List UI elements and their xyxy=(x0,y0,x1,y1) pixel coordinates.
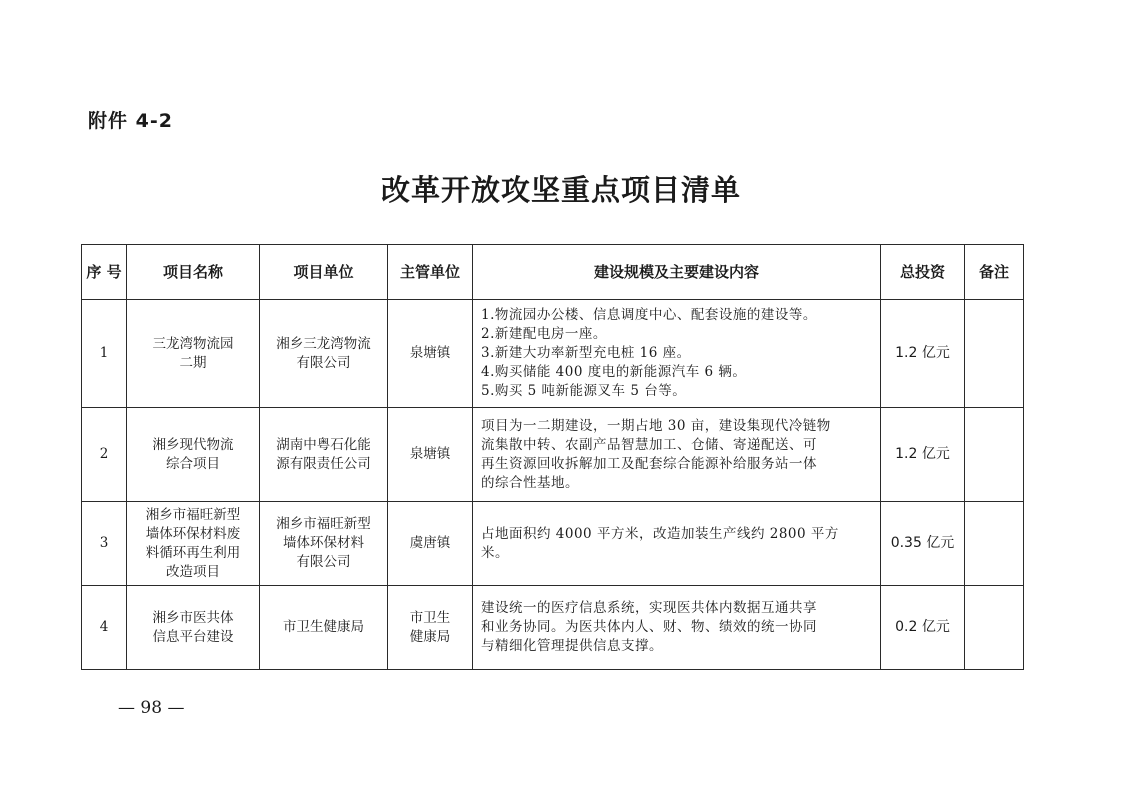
table-row xyxy=(82,502,1024,586)
cell-supervising-dept xyxy=(388,408,473,502)
construction-content-line: 项目为一二期建设，一期占地 30 亩，建设集现代冷链物 xyxy=(481,417,831,434)
project-name-line: 改造项目 xyxy=(166,563,220,580)
project-unit-line: 有限公司 xyxy=(296,354,351,371)
cell-seq: 4 xyxy=(82,586,127,670)
construction-content-line: 建设统一的医疗信息系统，实现医共体内数据互通共享 xyxy=(481,600,817,616)
cell-project-name xyxy=(127,408,260,502)
project-unit-line: 湖南中粤石化能 xyxy=(276,436,371,453)
project-name-line: 料循环再生利用 xyxy=(145,544,241,561)
project-name-line: 湘乡市医共体 xyxy=(152,609,234,626)
project-name-line: 综合项目 xyxy=(166,455,220,472)
cell-total-investment: 1.2 亿元 xyxy=(881,408,965,502)
page-number: — 98 — xyxy=(118,698,185,718)
cell-supervising-dept xyxy=(388,586,473,670)
project-name-line: 三龙湾物流园 xyxy=(152,335,234,352)
supervising-dept-line: 泉塘镇 xyxy=(409,446,451,462)
cell-remarks xyxy=(965,502,1024,586)
construction-content-line: 2.新建配电房一座。 xyxy=(481,326,607,342)
construction-content-line: 的综合性基地。 xyxy=(481,474,579,491)
cell-project-name xyxy=(127,586,260,670)
construction-content-line: 3.新建大功率新型充电桩 16 座。 xyxy=(481,345,691,361)
document-title: 改革开放攻坚重点项目清单 xyxy=(380,173,741,207)
cell-seq: 2 xyxy=(82,408,127,502)
cell-construction-content xyxy=(473,300,881,408)
header-project-name: 项目名称 xyxy=(127,245,260,300)
construction-content-line: 4.购买储能 400 度电的新能源汽车 6 辆。 xyxy=(481,364,747,380)
cell-seq: 3 xyxy=(82,502,127,586)
project-unit-line: 有限公司 xyxy=(296,554,351,570)
construction-content-line: 占地面积约 4000 平方米，改造加装生产线约 2800 平方 xyxy=(481,525,839,542)
project-unit-line: 湘乡市福旺新型 xyxy=(276,516,371,532)
project-name-line: 信息平台建设 xyxy=(152,628,234,645)
cell-total-investment: 0.2 亿元 xyxy=(881,586,965,670)
cell-remarks xyxy=(965,586,1024,670)
cell-project-unit xyxy=(260,586,388,670)
project-unit-line: 湘乡三龙湾物流 xyxy=(276,335,371,352)
cell-total-investment: 0.35 亿元 xyxy=(881,502,965,586)
supervising-dept-line: 市卫生 xyxy=(409,609,451,626)
attachment-label: 附件 4-2 xyxy=(88,110,173,132)
header-remarks: 备注 xyxy=(965,245,1024,300)
construction-content-line: 1.物流园办公楼、信息调度中心、配套设施的建设等。 xyxy=(481,307,817,323)
header-total-investment: 总投资 xyxy=(881,245,965,300)
project-unit-line: 市卫生健康局 xyxy=(283,619,364,635)
cell-remarks xyxy=(965,300,1024,408)
project-table xyxy=(81,244,1024,670)
header-seq-line1: 序 xyxy=(86,262,102,281)
cell-construction-content xyxy=(473,502,881,586)
cell-seq: 1 xyxy=(82,300,127,408)
cell-project-name xyxy=(127,502,260,586)
supervising-dept-line: 虞唐镇 xyxy=(409,535,451,551)
cell-project-name xyxy=(127,300,260,408)
cell-supervising-dept xyxy=(388,502,473,586)
construction-content-line: 与精细化管理提供信息支撑。 xyxy=(481,638,663,654)
table-row xyxy=(82,300,1024,408)
project-name-line: 墙体环保材料废 xyxy=(145,525,241,542)
project-unit-line: 源有限责任公司 xyxy=(276,455,371,472)
cell-supervising-dept xyxy=(388,300,473,408)
construction-content-line: 再生资源回收拆解加工及配套综合能源补给服务站一体 xyxy=(481,455,817,472)
project-name-line: 湘乡市福旺新型 xyxy=(145,506,241,523)
construction-content-line: 和业务协同。为医共体内人、财、物、绩效的统一协同 xyxy=(481,619,817,635)
cell-construction-content xyxy=(473,586,881,670)
table-row xyxy=(82,408,1024,502)
header-supervising-dept: 主管单位 xyxy=(388,245,473,300)
cell-project-unit xyxy=(260,408,388,502)
project-unit-line: 墙体环保材料 xyxy=(283,535,364,551)
header-seq-line2: 号 xyxy=(106,262,122,281)
cell-remarks xyxy=(965,408,1024,502)
supervising-dept-line: 泉塘镇 xyxy=(409,345,451,361)
cell-construction-content xyxy=(473,408,881,502)
header-seq xyxy=(82,245,127,300)
header-project-unit: 项目单位 xyxy=(260,245,388,300)
construction-content-line: 流集散中转、农副产品智慧加工、仓储、寄递配送、可 xyxy=(481,436,817,453)
construction-content-line: 米。 xyxy=(481,544,509,561)
project-name-line: 二期 xyxy=(179,354,207,371)
table-header-row xyxy=(82,245,1024,300)
cell-project-unit xyxy=(260,300,388,408)
construction-content-line: 5.购买 5 吨新能源叉车 5 台等。 xyxy=(481,383,687,399)
cell-total-investment: 1.2 亿元 xyxy=(881,300,965,408)
header-construction-content: 建设规模及主要建设内容 xyxy=(473,245,881,300)
project-name-line: 湘乡现代物流 xyxy=(152,436,234,453)
table-row xyxy=(82,586,1024,670)
supervising-dept-line: 健康局 xyxy=(409,628,451,645)
cell-project-unit xyxy=(260,502,388,586)
